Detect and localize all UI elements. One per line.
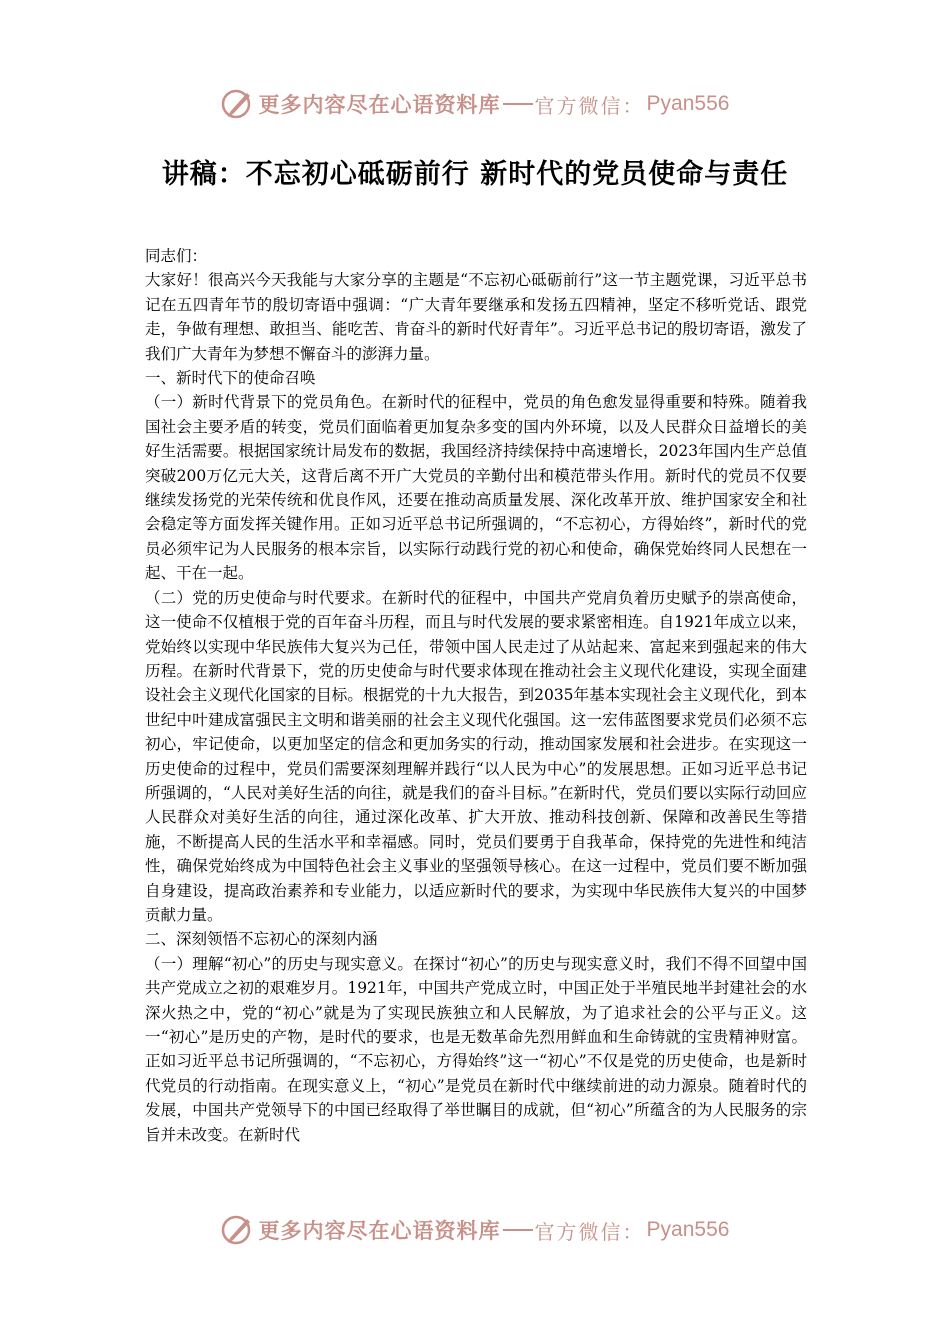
- body-paragraph: （二）党的历史使命与时代要求。在新时代的征程中，中国共产党肩负着历史赋予的崇高使命，这一使命不仅植根于党的百年奋斗历程，而且与时代发展的要求紧密相连。自1921年成立以来，党始终以实现中华民族伟大复兴为己任，带领中国人民走过了从站起来、富起来到强起来的伟大历程。在新时代背景下，党的历史使命与时代要求体现在推动社会主义现代化建设，实现全面建设社会主义现代化国家的目标。根据党的十九大报告，到2035年基本实现社会主义现代化，到本世纪中叶建成富强民主文明和谐美丽的社会主义现代化强国。这一宏伟蓝图要求党员们必须不忘初心，牢记使命，以更加坚定的信念和更加务实的行动，推动国家发展和社会进步。在实现这一历史使命的过程中，党员们需要深刻理解并践行“以人民为中心”的发展思想。正如习近平总书记所强调的，“人民对美好生活的向往，就是我们的奋斗目标。”在新时代，党员们要以实际行动回应人民群众对美好生活的向往，通过深化改革、扩大开放、推动科技创新、保障和改善民生等措施，不断提高人民的生活水平和幸福感。同时，党员们要勇于自我革命，保持党的先进性和纯洁性，确保党始终成为中国特色社会主义事业的坚强领导核心。在这一过程中，党员们要不断加强自身建设，提高政治素养和专业能力，以适应新时代的要求，为实现中华民族伟大复兴的中国梦贡献力量。: [145, 588, 807, 924]
- page-title: 讲稿：不忘初心砥砺前行 新时代的党员使命与责任: [161, 159, 789, 190]
- banner-brand: 更多内容尽在心语资料库: [258, 92, 501, 117]
- banner-divider: [503, 1229, 533, 1231]
- body-paragraph: （一）理解“初心”的历史与现实意义。在探讨“初心”的历史与现实意义时，我们不得不回望中国共产党成立之初的艰难岁月。1921年，中国共产党成立时，中国正处于半殖民地半封建社会的水深火热之中，党的“初心”就是为了实现民族独立和人民解放，为了追求社会的公平与正义。这一“初心”是历史的产物，是时代的要求，也是无数革命先烈用鲜血和生命铸就的宝贵精神财富。正如习近平总书记所强调的，“不忘初心，方得始终”这一“初心”不仅是党的历史使命，也是新时代党员的行动指南。在现实意义上，“初心”是党员在新时代中继续前进的动力源泉。随着时代的发展，中国共产党领导下的中国已经取得了举世瞩目的成就，但“初心”所蕴含的为人民服务的宗旨并未改变。在新时代: [145, 954, 807, 1144]
- header-banner: [0, 84, 950, 124]
- banner-divider: [503, 103, 533, 105]
- section-heading: 一、新时代下的使命召唤: [145, 369, 316, 388]
- banner-official-label: 官方微信：: [534, 1219, 645, 1244]
- brand-logo-icon: [221, 87, 255, 121]
- section-heading: 二、深刻领悟不忘初心的深刻内涵: [145, 930, 378, 949]
- banner-brand: 更多内容尽在心语资料库: [258, 1218, 501, 1243]
- salutation: 同志们：: [145, 247, 208, 265]
- banner-wechat-id: Pyan556: [646, 1218, 730, 1241]
- body-paragraph: （一）新时代背景下的党员角色。在新时代的征程中，党员的角色愈发显得重要和特殊。随着我国社会主要矛盾的转变，党员们面临着更加复杂多变的国内外环境，以及人民群众日益增长的美好生活需要。根据国家统计局发布的数据，我国经济持续保持中高速增长，2023年国内生产总值突破200万亿元大关，这背后离不开广大党员的辛勤付出和模范带头作用。新时代的党员不仅要继续发扬党的光荣传统和优良作风，还要在推动高质量发展、深化改革开放、维护国家安全和社会稳定等方面发挥关键作用。正如习近平总书记所强调的，“不忘初心，方得始终”，新时代的党员必须牢记为人民服务的根本宗旨，以实际行动践行党的初心和使命，确保党始终同人民想在一起、干在一起。: [145, 393, 807, 583]
- brand-logo-icon: [221, 1213, 255, 1247]
- document-body: [145, 244, 807, 1147]
- banner-wechat-id: Pyan556: [646, 92, 730, 115]
- banner-official-label: 官方微信：: [534, 93, 645, 118]
- footer-banner: [0, 1210, 950, 1250]
- body-paragraph: 大家好！很高兴今天我能与大家分享的主题是“不忘初心砥砺前行”这一节主题党课，习近平总书记在五四青年节的殷切寄语中强调：“广大青年要继承和发扬五四精神，坚定不移听党话、跟党走，争做有理想、敢担当、能吃苦、肯奋斗的新时代好青年”。习近平总书记的殷切寄语，激发了我们广大青年为梦想不懈奋斗的澎湃力量。: [145, 271, 807, 363]
